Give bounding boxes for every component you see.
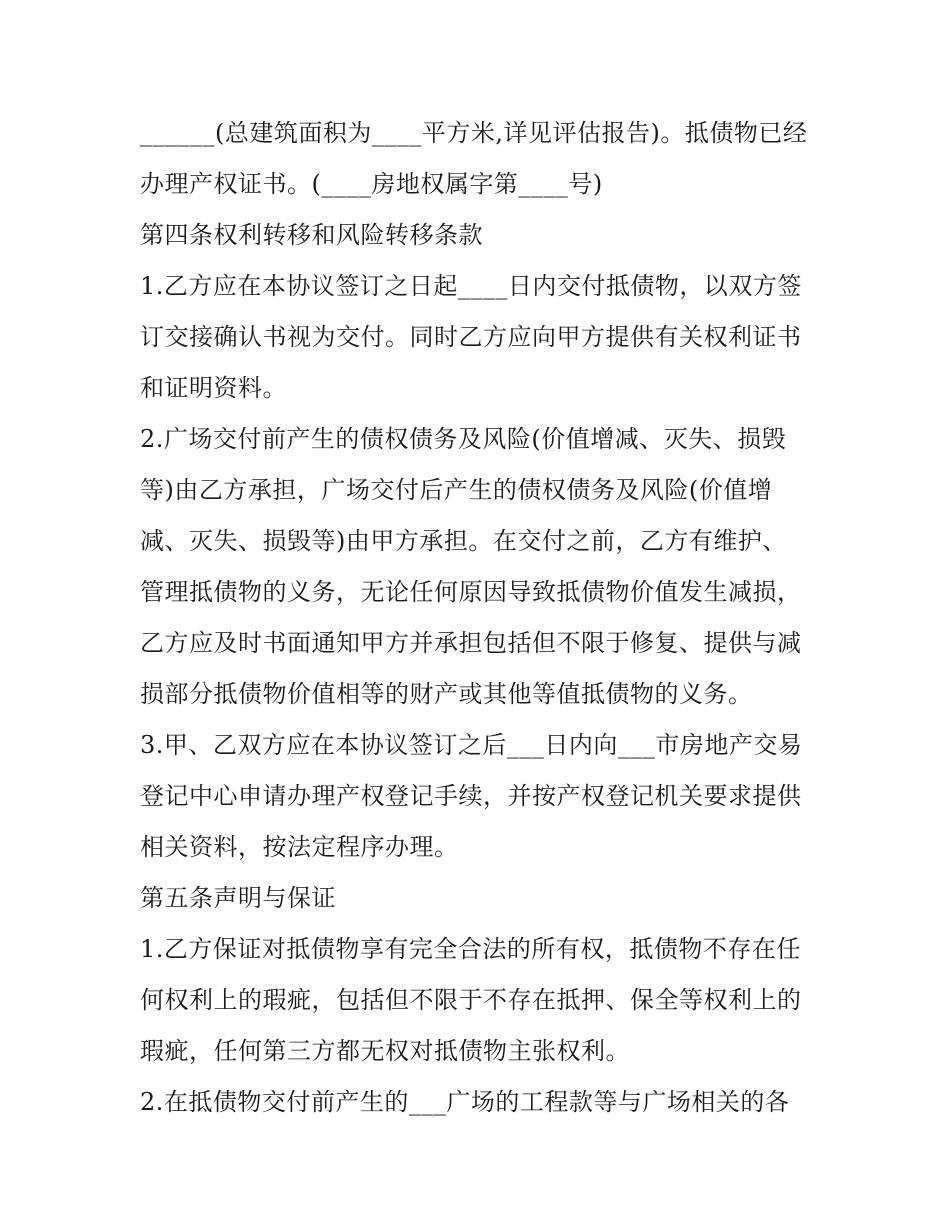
text-line: 登记中心申请办理产权登记手续，并按产权登记机关要求提供 (140, 782, 802, 810)
text-line: ______(总建筑面积为____平方米,详见评估报告)。抵债物已经 (140, 119, 808, 147)
text-line: 1.乙方应在本协议签订之日起____日内交付抵债物，以双方签 (140, 272, 802, 300)
text-line: 相关资料，按法定程序办理。 (140, 833, 459, 861)
text-line: 等)由乙方承担，广场交付后产生的债权债务及风险(价值增 (140, 476, 773, 504)
text-line: 何权利上的瑕疵，包括但不限于不存在抵押、保全等权利上的 (140, 986, 802, 1014)
section-heading-article-5: 第五条声明与保证 (140, 884, 336, 912)
text-line: 减、灭失、损毁等)由甲方承担。在交付之前，乙方有维护、 (140, 527, 787, 555)
text-line: 3.甲、乙双方应在本协议签订之后___日内向___市房地产交易 (140, 731, 803, 759)
section-heading-article-4: 第四条权利转移和风险转移条款 (140, 221, 483, 249)
text-line: 办理产权证书。(____房地权属字第____号) (140, 170, 603, 198)
text-line: 和证明资料。 (140, 374, 287, 402)
text-line: 乙方应及时书面通知甲方并承担包括但不限于修复、提供与减 (140, 629, 802, 657)
text-line: 2.广场交付前产生的债权债务及风险(价值增减、灭失、损毁 (140, 425, 787, 453)
contract-text (140, 108, 820, 1128)
text-line: 订交接确认书视为交付。同时乙方应向甲方提供有关权利证书 (140, 323, 802, 351)
text-line: 2.在抵债物交付前产生的___广场的工程款等与广场相关的各 (140, 1088, 790, 1116)
text-line: 1.乙方保证对抵债物享有完全合法的所有权，抵债物不存在任 (140, 935, 801, 963)
text-line: 损部分抵债物价值相等的财产或其他等值抵债物的义务。 (140, 680, 753, 708)
text-line: 管理抵债物的义务，无论任何原因导致抵债物价值发生减损， (140, 578, 802, 606)
text-line: 瑕疵，任何第三方都无权对抵债物主张权利。 (140, 1037, 630, 1065)
